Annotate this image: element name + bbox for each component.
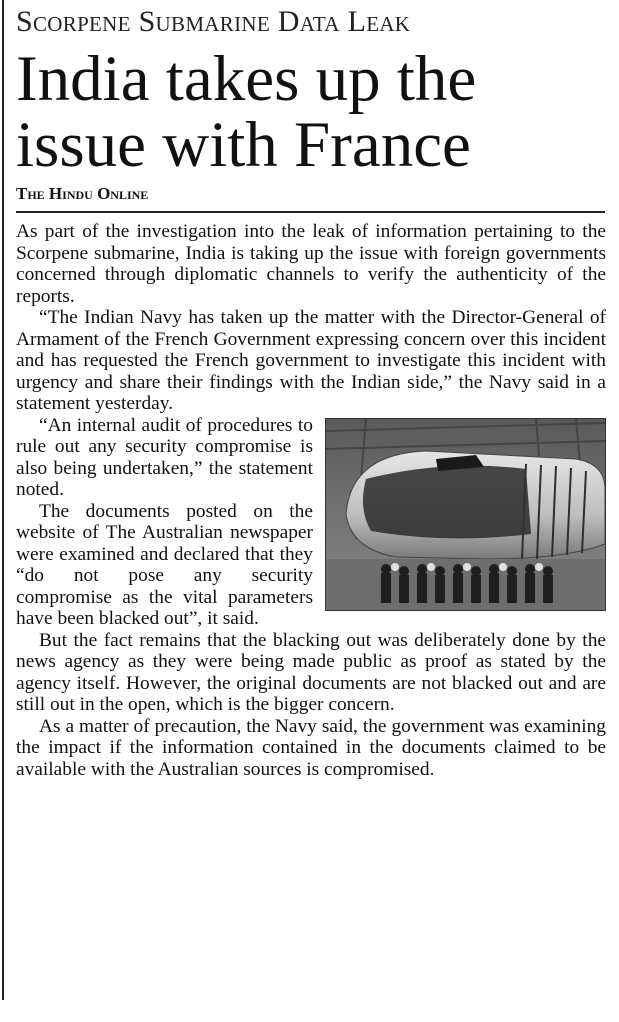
paragraph-4: The documents posted on the website of The Australian newspaper were examined and declared that they “do not pose any security compromise as the vital parameters have been blacked out”, it said. bbox=[16, 500, 313, 629]
paragraph-6: As a matter of precaution, the Navy said, the government was examining the impact if the information contained in the documents claimed to be available with the Australian sources is compromised. bbox=[16, 715, 606, 780]
left-column-rule bbox=[2, 0, 4, 1000]
paragraph-3: “An internal audit of procedures to rule out any security compromise is also being undertaken,” the statement noted. bbox=[16, 414, 313, 500]
headline: India takes up the issue with France bbox=[16, 43, 477, 181]
paragraph-2: “The Indian Navy has taken up the matter with the Director-General of Armament of the French Government expressing concern over this incident and has requested the French government to investigate this incident with urgency and share their findings with the Indian side,” the Navy said in a statement yesterday. bbox=[16, 307, 606, 414]
byline-divider bbox=[16, 211, 605, 213]
paragraph-5: But the fact remains that the blacking out was deliberately done by the news agency as they were being made public as proof as stated by the agency itself. However, the original documents are not blacked out and are still out in the open, which is the bigger concern. bbox=[16, 629, 606, 715]
byline: The Hindu Online bbox=[16, 184, 149, 203]
article-body bbox=[16, 221, 606, 780]
paragraph-1: As part of the investigation into the leak of information pertaining to the Scorpene submarine, India is taking up the issue with foreign governments concerned through diplomatic channels to verify the authenticity of the reports. bbox=[16, 221, 606, 307]
kicker: Scorpene Submarine Data Leak bbox=[16, 5, 411, 38]
submarine-photo bbox=[325, 418, 606, 611]
submarine-image bbox=[326, 419, 605, 610]
article bbox=[16, 0, 606, 780]
